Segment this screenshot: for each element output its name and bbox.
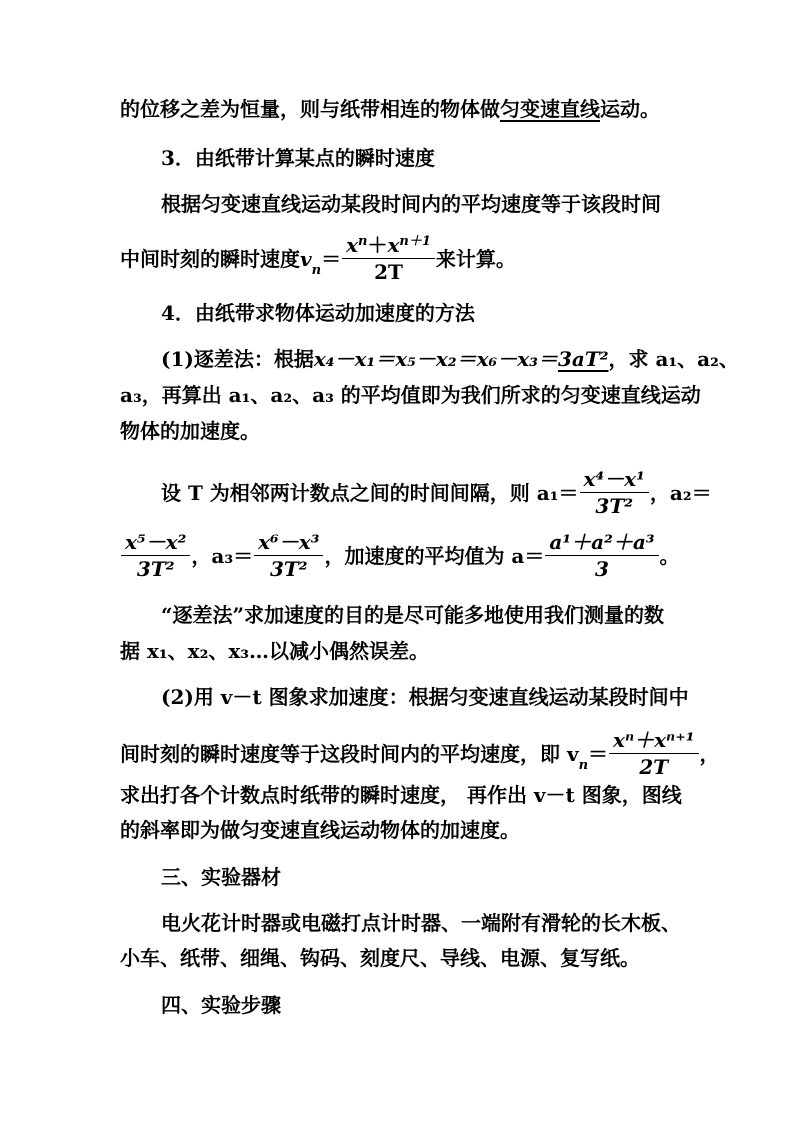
text-segment: ， [699, 741, 720, 766]
text-segment: 设 T 为相邻两计数点之间的时间间隔，则 a₁＝ [161, 480, 579, 505]
math-subscript: n [578, 758, 589, 773]
paragraph-line [120, 97, 794, 121]
fraction-denominator: 3T² [595, 494, 633, 518]
math-var: x [387, 233, 400, 257]
paragraph-line-a2-a3-formula [120, 529, 794, 582]
fraction-numerator: x⁵－x² [121, 529, 190, 556]
math-op: ＋ [367, 233, 388, 257]
text-segment: 。 [659, 543, 680, 568]
fraction-denominator: 3T² [270, 557, 308, 581]
paragraph-line: a₃，再算出 a₁、a₂、a₃ 的平均值即为我们所求的匀变速直线运动 [120, 383, 701, 407]
paragraph-line: 电火花计时器或电磁打点计时器、一端附有滑轮的长木板、 [161, 911, 681, 935]
paragraph-line: 的斜率即为做匀变速直线运动物体的加速度。 [120, 818, 520, 842]
a2-fraction [121, 529, 190, 582]
math-var: x [346, 233, 359, 257]
underlined-formula: 3aT² [557, 347, 609, 371]
text-segment: 中间时刻的瞬时速度 [120, 246, 300, 271]
underlined-term: 匀变速直线 [500, 97, 600, 121]
paragraph-line: 物体的加速度。 [120, 419, 260, 443]
fraction-numerator: xⁿ＋xⁿ⁺¹ [609, 727, 698, 754]
paragraph-line: 小车、纸带、细绳、钩码、刻度尺、导线、电源、复写纸。 [120, 946, 640, 970]
fraction-numerator: x⁴－x¹ [580, 466, 649, 493]
text-segment: 来计算。 [435, 246, 516, 271]
math-sup: n [358, 234, 368, 249]
text-segment: (1)逐差法：根据 [161, 347, 314, 371]
fraction-denominator: 2T [374, 260, 403, 284]
paragraph-line: 根据匀变速直线运动某段时间内的平均速度等于该段时间 [161, 192, 661, 216]
text-segment: ，求 a₁、a₂、 [608, 347, 739, 371]
section-heading-steps: 四、实验步骤 [161, 993, 281, 1017]
paragraph-line-vn-formula [120, 727, 794, 780]
paragraph-line: “逐差法”求加速度的目的是尽可能多地使用我们测量的数 [161, 603, 665, 627]
paragraph-line [161, 347, 794, 371]
a1-fraction [580, 466, 649, 519]
paragraph-line-velocity-formula [120, 232, 794, 285]
text-segment: ，a₃＝ [191, 543, 254, 568]
math-op: ＝ [588, 741, 609, 766]
paragraph-line: (2)用 v－t 图象求加速度：根据匀变速直线运动某段时间中 [161, 685, 689, 709]
text-segment: ，加速度的平均值为 a＝ [324, 543, 545, 568]
math-sup: n＋1 [399, 234, 431, 249]
section-heading-3: 3．由纸带计算某点的瞬时速度 [161, 146, 435, 170]
text-segment: 的位移之差为恒量，则与纸带相连的物体做 [120, 97, 500, 121]
mean-acceleration-fraction [545, 529, 658, 582]
text-segment: ，a₂＝ [649, 480, 712, 505]
fraction-numerator: x⁶－x³ [254, 529, 323, 556]
fraction-denominator: 3T² [136, 557, 175, 581]
math-var: v [300, 246, 312, 271]
paragraph-line: 据 x₁、x₂、x₃…以减小偶然误差。 [120, 639, 430, 663]
section-heading-4: 4．由纸带求物体运动加速度的方法 [161, 301, 475, 325]
fraction-denominator: 2T [639, 755, 669, 779]
fraction-numerator: a¹＋a²＋a³ [545, 529, 658, 556]
vn-fraction [609, 727, 698, 780]
velocity-fraction [342, 232, 435, 285]
paragraph-line-a1-formula [161, 466, 794, 519]
section-heading-equipment: 三、实验器材 [161, 865, 281, 889]
a3-fraction [254, 529, 323, 582]
text-segment: 运动。 [600, 97, 660, 121]
math-formula: x₄－x₁＝x₅－x₂＝x₆－x₃＝ [313, 347, 558, 371]
fraction-denominator: 3 [595, 557, 609, 581]
text-segment: 间时刻的瞬时速度等于这段时间内的平均速度，即 v [120, 741, 579, 766]
paragraph-line: 求出打各个计数点时纸带的瞬时速度， 再作出 v－t 图象，图线 [120, 783, 682, 807]
math-op: ＝ [321, 246, 342, 271]
math-subscript: n [311, 263, 322, 278]
